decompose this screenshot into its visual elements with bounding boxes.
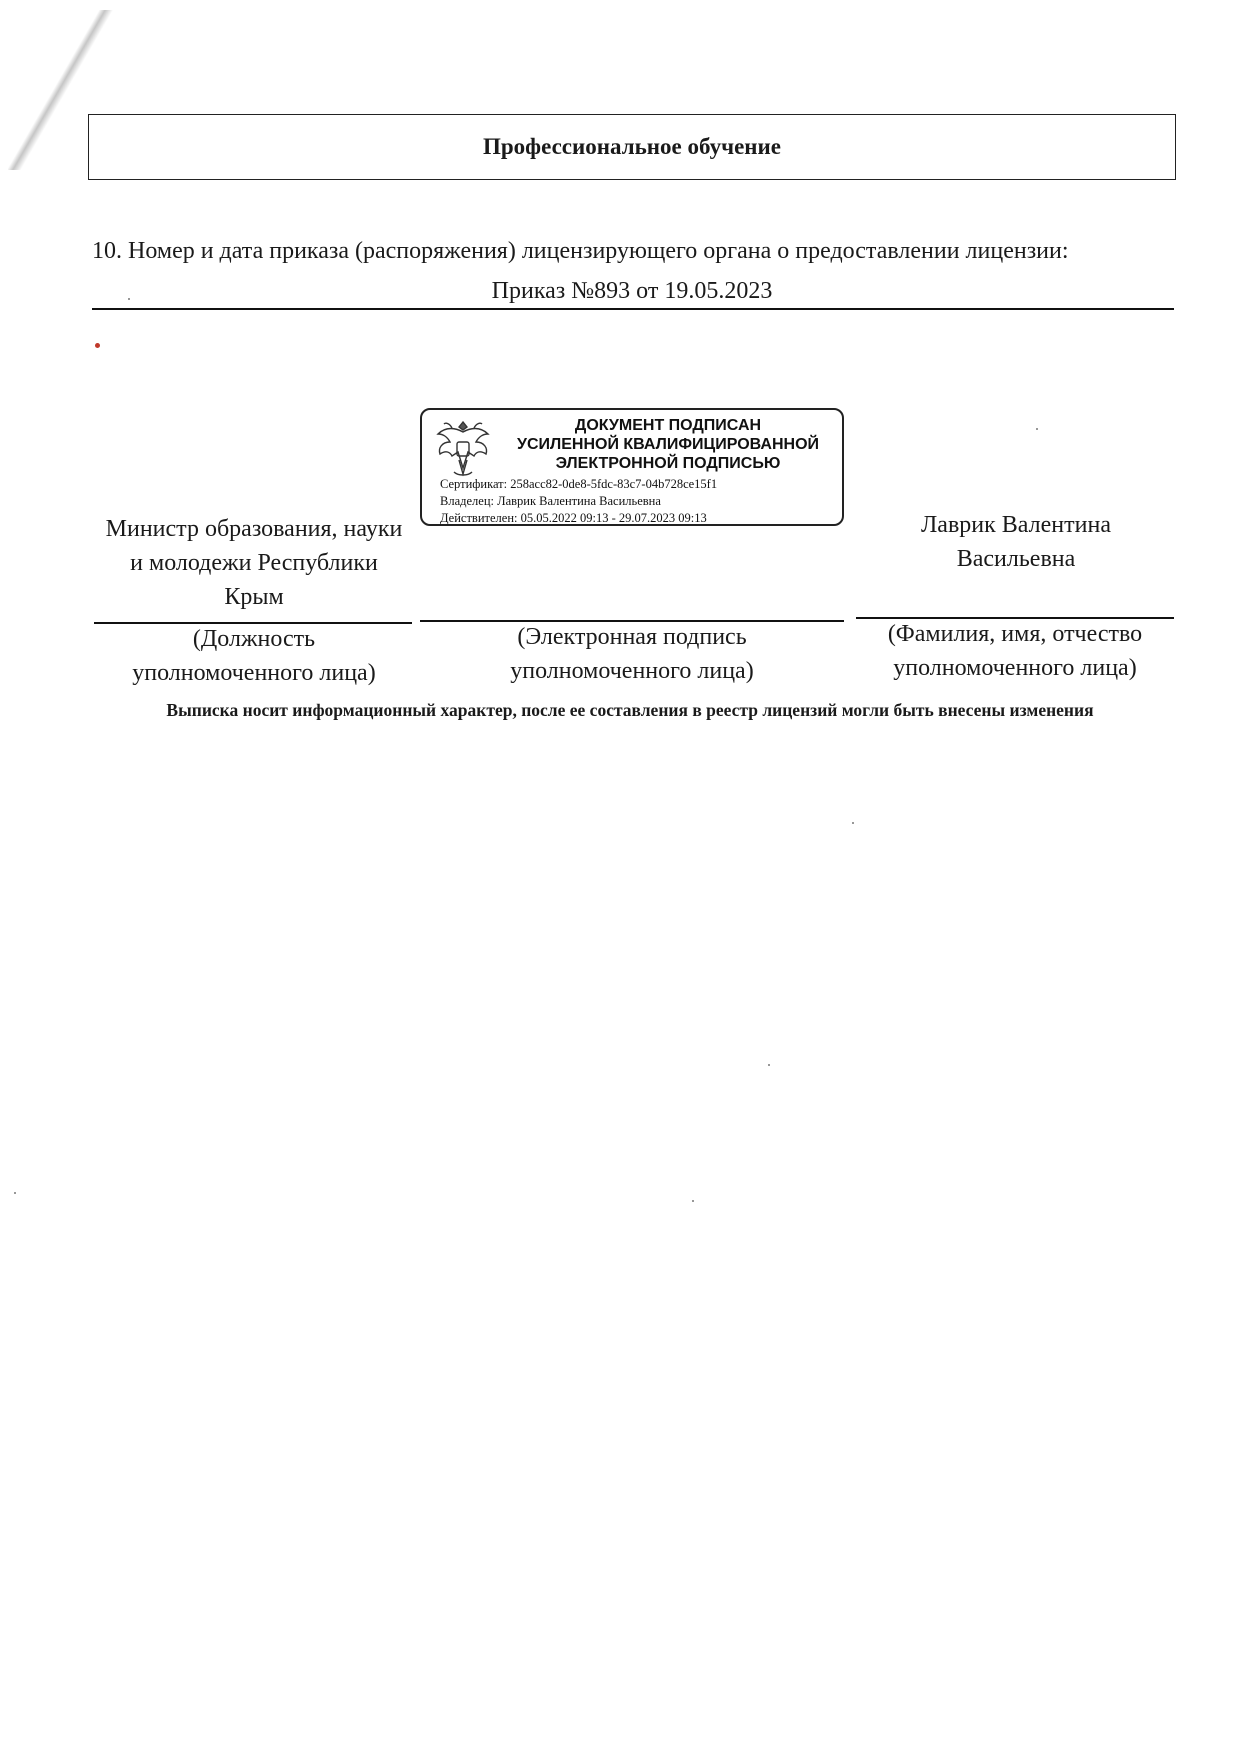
scan-speck <box>14 1192 16 1194</box>
footer-disclaimer: Выписка носит информационный характер, после ее составления в реестр лицензий могли быть внесены изменения <box>166 700 1094 720</box>
signatory-position-line: Министр образования, науки <box>105 516 403 542</box>
stamp-validity: Действителен: 05.05.2022 09:13 - 29.07.2023 09:13 <box>440 511 707 525</box>
caption-line: уполномоченного лица) <box>132 660 376 686</box>
scan-speck <box>128 298 130 300</box>
stamp-title-line: ДОКУМЕНТ ПОДПИСАН <box>574 417 762 434</box>
caption-line: уполномоченного лица) <box>510 658 754 684</box>
scan-speck <box>768 1064 770 1066</box>
stamp-owner: Владелец: Лаврик Валентина Васильевна <box>440 494 661 508</box>
signatory-name-line: Лаврик Валентина <box>921 512 1111 538</box>
position-caption <box>96 622 412 690</box>
scan-speck <box>1036 428 1038 430</box>
signature-caption <box>420 620 844 688</box>
stamp-title-line: ЭЛЕКТРОННОЙ ПОДПИСЬЮ <box>555 455 781 472</box>
section-title-box <box>88 114 1176 180</box>
stamp-title-line: УСИЛЕННОЙ КВАЛИФИЦИРОВАННОЙ <box>516 436 820 453</box>
signatory-position-line: Крым <box>224 584 284 610</box>
scan-speck <box>692 1200 694 1202</box>
coat-of-arms-emblem-icon <box>432 416 494 480</box>
order-number-label: 10. Номер и дата приказа (распоряжения) лицензирующего органа о предоставлении лицензии: <box>92 238 1069 264</box>
ink-dot <box>95 343 100 348</box>
stamp-details <box>440 476 717 527</box>
electronic-signature-stamp <box>420 408 844 526</box>
stamp-certificate: Сертификат: 258acc82-0de8-5fdc-83c7-04b728ce15f1 <box>440 477 718 491</box>
caption-line: уполномоченного лица) <box>893 655 1137 681</box>
caption-line: (Должность <box>192 626 316 652</box>
signatory-position <box>96 512 412 614</box>
stamp-title <box>498 416 838 473</box>
signatory-name-line: Васильевна <box>956 546 1076 572</box>
order-underline <box>92 308 1174 310</box>
scan-speck <box>852 822 854 824</box>
signatory-name <box>862 508 1170 576</box>
caption-line: (Электронная подпись <box>517 624 747 650</box>
name-caption <box>856 617 1174 685</box>
order-number-value: Приказ №893 от 19.05.2023 <box>491 278 773 304</box>
caption-line: (Фамилия, имя, отчество <box>887 621 1143 647</box>
signatory-position-line: и молодежи Республики <box>130 550 378 576</box>
section-title: Профессиональное обучение <box>482 134 781 159</box>
